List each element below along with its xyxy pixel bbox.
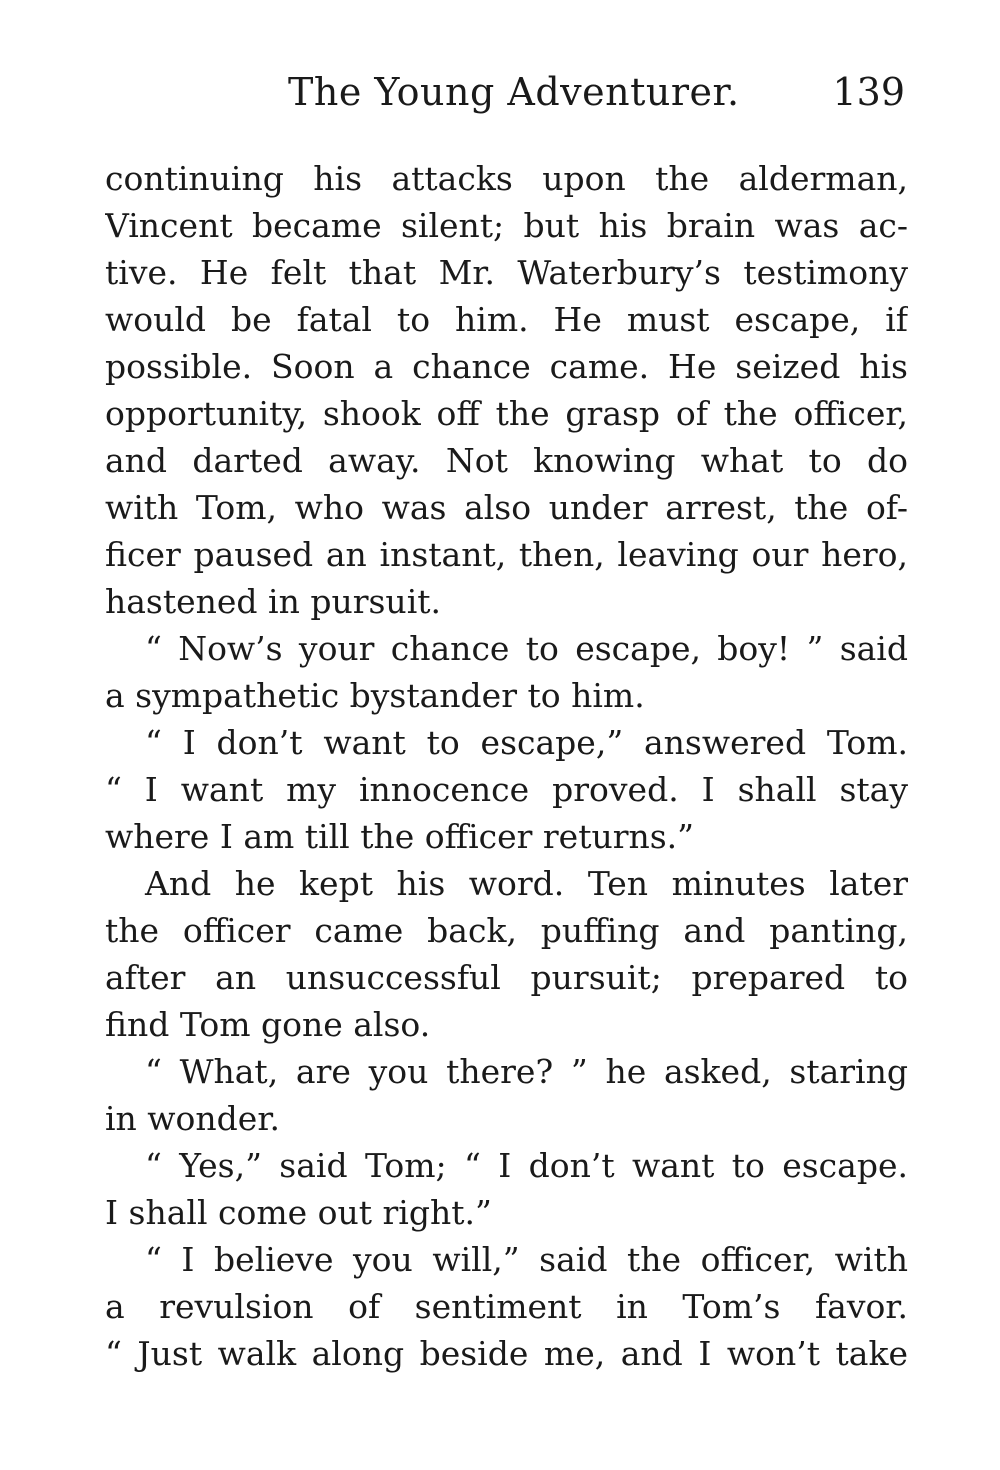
- text-line: where I am till the officer returns.”: [105, 817, 695, 856]
- text-line: a revulsion of sentiment in Tom’s favor.: [105, 1287, 908, 1326]
- text-line: I shall come out right.”: [105, 1193, 492, 1232]
- text-line: in wonder.: [105, 1099, 280, 1138]
- text-line: “ Now’s your chance to escape, boy! ” said: [145, 629, 908, 668]
- text-line: the officer came back, puffing and panting,: [105, 911, 908, 950]
- text-line: “ Yes,” said Tom; “ I don’t want to escape.: [145, 1146, 908, 1185]
- text-line: find Tom gone also.: [105, 1005, 431, 1044]
- page-number: 139: [832, 70, 905, 114]
- text-line: ficer paused an instant, then, leaving our hero,: [105, 535, 908, 574]
- running-head: [105, 70, 905, 130]
- text-line: “ Just walk along beside me, and I won’t take: [105, 1334, 908, 1373]
- text-line: with Tom, who was also under arrest, the of-: [105, 488, 908, 527]
- running-title: The Young Adventurer.: [288, 70, 740, 114]
- body-text: [105, 155, 908, 1377]
- text-line: would be fatal to him. He must escape, if: [105, 300, 908, 339]
- text-line: continuing his attacks upon the alderman,: [105, 159, 908, 198]
- text-line: “ I want my innocence proved. I shall stay: [105, 770, 908, 809]
- text-line: hastened in pursuit.: [105, 582, 441, 621]
- text-line: and darted away. Not knowing what to do: [105, 441, 908, 480]
- text-line: after an unsuccessful pursuit; prepared to: [105, 958, 908, 997]
- text-line: “ I don’t want to escape,” answered Tom.: [145, 723, 908, 762]
- text-line: “ I believe you will,” said the officer, with: [145, 1240, 908, 1279]
- text-line: Vincent became silent; but his brain was ac-: [105, 206, 908, 245]
- text-line: And he kept his word. Ten minutes later: [145, 864, 908, 903]
- text-line: “ What, are you there? ” he asked, staring: [145, 1052, 908, 1091]
- text-line: tive. He felt that Mr. Waterbury’s testimony: [105, 253, 908, 292]
- text-line: opportunity, shook off the grasp of the officer,: [105, 394, 908, 433]
- text-line: possible. Soon a chance came. He seized his: [105, 347, 908, 386]
- text-line: a sympathetic bystander to him.: [105, 676, 645, 715]
